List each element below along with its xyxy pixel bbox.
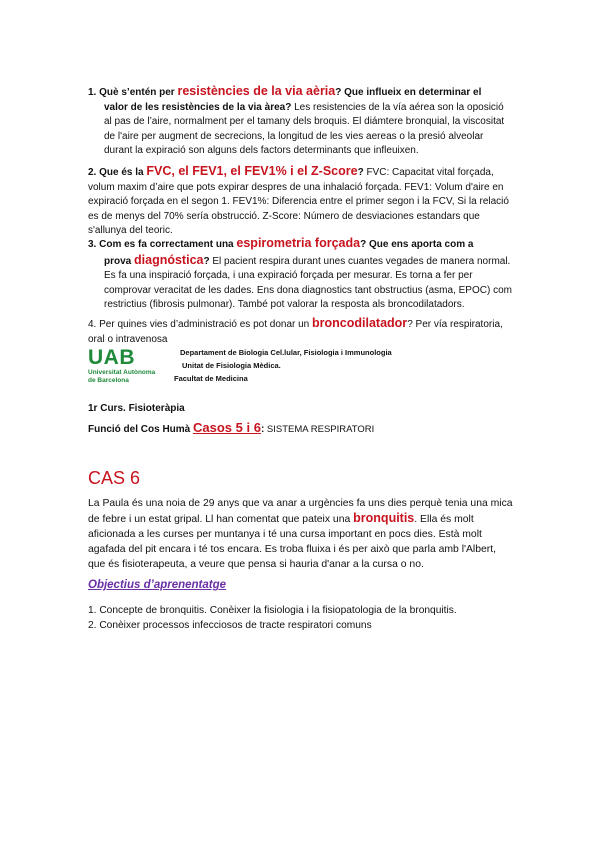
question-1 (88, 84, 512, 159)
case-text: La Paula és una noia de 29 anys que va anar a urgències fa uns dies perquè tenia una mica de febre i un estat gripal. Ll han comentat que pateix una (88, 498, 513, 525)
uab-logo-subtitle: Universitat Autònoma (88, 369, 156, 376)
question-number: 2. (88, 167, 97, 178)
department-name: Departament de Biologia Cel.lular, Fisiologia i Immunologia (180, 348, 392, 357)
system-label: SISTEMA RESPIRATORI (264, 424, 375, 435)
answer-text: Les resistencies de la vía aérea son la (291, 101, 465, 113)
highlight-term: broncodilatador (312, 316, 408, 330)
uab-logo-subtitle: de Barcelona (88, 376, 129, 384)
highlight-term: bronquitis (353, 511, 415, 525)
faculty-name: Facultat de Medicina (174, 374, 248, 383)
answer-text: oposició al pas de l’aire, normalment per el tamany dels broquis. El diámtere bronquial, la viscositat de l'aire per augment de secrecions, la longitud de les vies aereas o la presió alveolar durant la expiració son alguns dels factors determinants que infleuixen. (104, 101, 505, 156)
highlight-term: diagnóstica (134, 252, 204, 267)
question-text: Què s’entén per (99, 87, 175, 98)
uab-logo (88, 347, 178, 383)
objectives-list (88, 604, 457, 633)
question-text: valor de les resistències de la via àrea? (104, 101, 292, 113)
highlight-term: FVC, el FEV1, el FEV1% i el Z-Score (146, 164, 358, 178)
uab-logo-text: UAB (88, 346, 135, 369)
question-text: 4. Per quines vies d’administració es pot donar un (88, 319, 310, 330)
subject-name: Funció del Cos Humà (88, 424, 191, 435)
case-title: CAS 6 (88, 468, 141, 488)
case-text: . Ella és molt aficionada a les curses per muntanya i té una cursa important en pocs dies. Està molt agafada del pit encara i té tos encara. Es troba fluixa i és per això que parla amb l'Albert, que és fisioterapeuta, a veure que pensa si hauria d'anar a la cursa o no. (88, 514, 497, 570)
question-2 (88, 164, 512, 239)
question-text: ? (203, 255, 210, 267)
question-text: ? Que influeix en determinar el (335, 87, 482, 98)
question-text: Que és la (99, 167, 144, 178)
unit-name: Unitat de Fisiologia Mèdica. (182, 361, 281, 370)
question-text: prova (104, 255, 135, 267)
highlight-term: resistències de la via aèria (177, 84, 336, 98)
answer-text: FVC: Capacitat vital forçada, volum maxim d’aire que pots expirar despres de una inhalació forçada. FEV1: Volum d'aire en expiració forçada en el segon 1. FEV1%: Diferencia entre el primer segon i la FCV, Si la relació es de menys del 70% sería obstrucció. Z-Score: Número de desviaciones estandars que s'allunya del teoric. (88, 167, 509, 236)
course-label: 1r Curs. Fisioteràpia (88, 403, 185, 414)
answer-text: El pacient respira durant unes cuantes vegades de manera (209, 255, 475, 267)
objectives-title[interactable]: Objectius d’aprenentatge (88, 579, 227, 591)
question-text: ? (357, 167, 364, 178)
answer-text: normal. Es fa una inspiració forçada, i una expiració forçada per mesurar. Es torna a fer per comprovar veracitat de les dades. Ens dona diagnostics tant obstructius (asma, EPOC) com restrictius (fibrosis pulmonar). També pot valorar la resposta als broncodilatadors. (104, 255, 512, 310)
answer-text: ? Per vía respiratoria, oral o intravenosa (88, 319, 503, 345)
question-number: 1. (88, 87, 97, 98)
course-subject (88, 420, 374, 435)
question-3 (88, 236, 512, 313)
cases-link: Casos 5 i 6 (193, 420, 261, 435)
question-number: 3. (88, 239, 97, 250)
colon: : (260, 424, 265, 435)
case-description (88, 496, 513, 572)
question-text: ? Que ens aporta com a (360, 239, 474, 250)
list-item: 2. Conèixer processos infecciosos de tracte respiratori comuns (88, 619, 372, 631)
list-item: 1. Concepte de bronquitis. Conèixer la fisiologia i la fisiopatologia de la bronquitis. (88, 605, 457, 616)
question-text: Com es fa correctament una (99, 239, 234, 250)
question-4 (88, 316, 512, 347)
highlight-term: espirometria forçada (236, 236, 361, 250)
